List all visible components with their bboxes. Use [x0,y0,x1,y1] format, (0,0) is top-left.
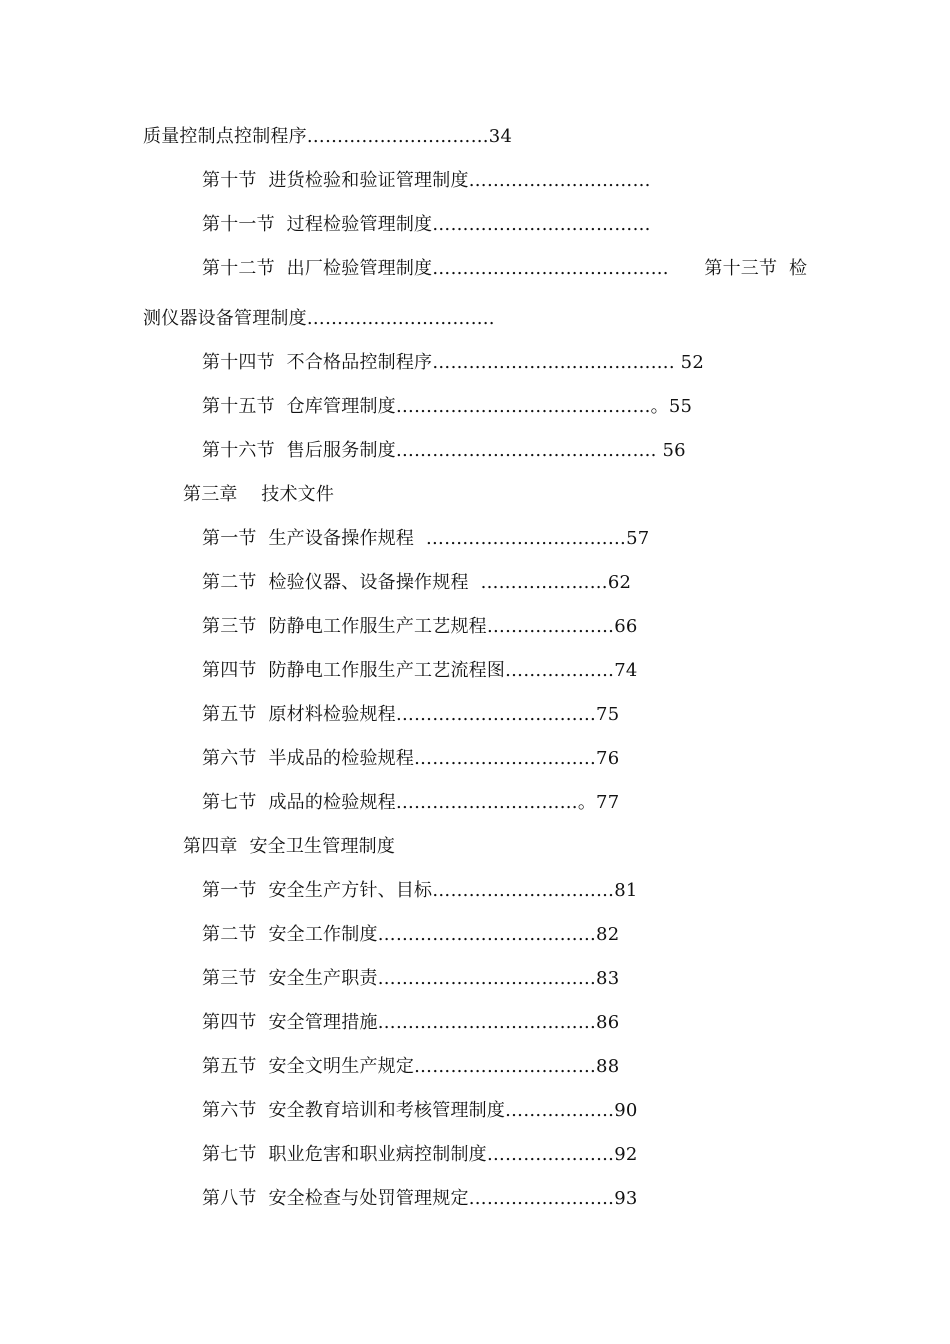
toc-entry-ch3-section-6: 第六节 半成品的检验规程…………………………76 [202,748,620,769]
toc-entry-ch4-section-8: 第八节 安全检查与处罚管理规定……………………93 [202,1188,638,1209]
toc-entry-ch3-section-7: 第七节 成品的检验规程…………………………。77 [202,792,620,813]
toc-entry-section-11: 第十一节 过程检验管理制度……………………………… [202,214,651,235]
toc-entry-section-12-13: 第十二节 出厂检验管理制度………………………………… 第十三节 检 [202,258,808,279]
toc-entry-ch3-section-1: 第一节 生产设备操作规程 ……………………………57 [202,528,650,549]
toc-chapter-4: 第四章 安全卫生管理制度 [183,836,396,857]
toc-entry-ch4-section-2: 第二节 安全工作制度………………………………82 [202,924,620,945]
toc-entry-section-14: 第十四节 不合格品控制程序…………………………………. 52 [202,352,704,373]
toc-entry-ch4-section-1: 第一节 安全生产方针、目标…………………………81 [202,880,638,901]
toc-entry-section-10: 第十节 进货检验和验证管理制度………………………… [202,170,651,191]
toc-entry-ch3-section-5: 第五节 原材料检验规程……………………………75 [202,704,620,725]
toc-entry-ch4-section-7: 第七节 职业危害和职业病控制制度…………………92 [202,1144,638,1165]
toc-entry-ch4-section-5: 第五节 安全文明生产规定…………………………88 [202,1056,620,1077]
toc-entry-ch4-section-6: 第六节 安全教育培训和考核管理制度………………90 [202,1100,638,1121]
toc-entry-section-13-continued: 测仪器设备管理制度…………………………. [143,308,495,329]
toc-entry-ch3-section-3: 第三节 防静电工作服生产工艺规程…………………66 [202,616,638,637]
toc-entry-section-15: 第十五节 仓库管理制度……………………………………。55 [202,396,693,417]
toc-entry-ch4-section-3: 第三节 安全生产职责………………………………83 [202,968,620,989]
toc-entry-section-16: 第十六节 售后服务制度……………………………………. 56 [202,440,686,461]
toc-entry-quality-control-points: 质量控制点控制程序…………………………34 [143,126,513,147]
toc-entry-ch3-section-4: 第四节 防静电工作服生产工艺流程图………………74 [202,660,638,681]
toc-entry-ch3-section-2: 第二节 检验仪器、设备操作规程 …………………62 [202,572,632,593]
toc-chapter-3: 第三章 技术文件 [183,484,335,505]
toc-entry-ch4-section-4: 第四节 安全管理措施………………………………86 [202,1012,620,1033]
